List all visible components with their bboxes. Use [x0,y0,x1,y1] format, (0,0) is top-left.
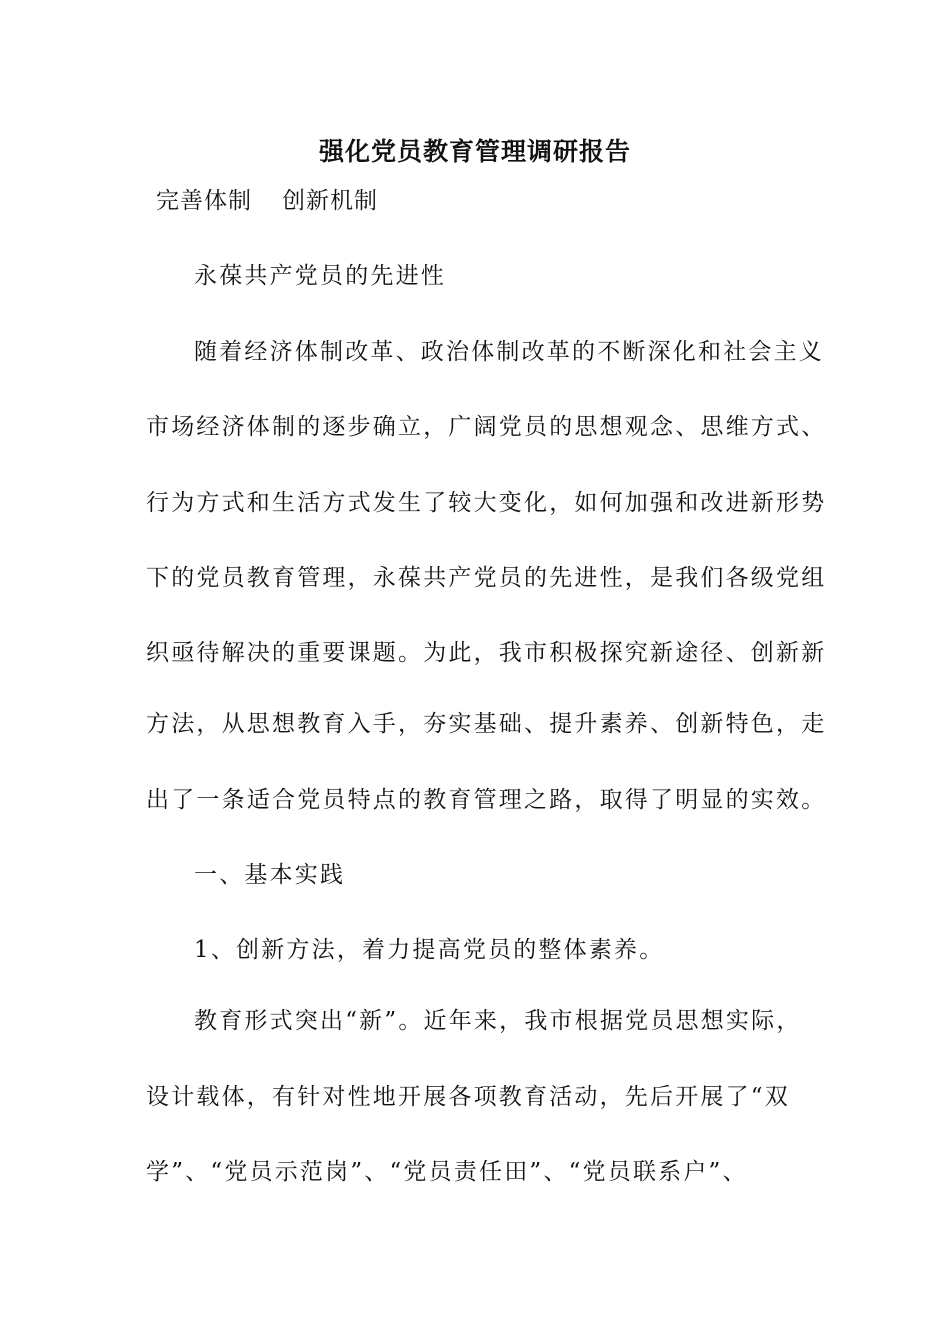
paragraph-line: 永葆共产党员的先进性 [194,263,446,289]
document-subtitle [156,183,816,219]
subtitle-part-2: 创新机制 [282,188,378,214]
paragraph-line: 市场经济体制的逐步确立，广阔党员的思想观念、思维方式、 [146,414,827,440]
document-title: 强化党员教育管理调研报告 [318,137,631,166]
subsection-heading: 1、创新方法，着力提高党员的整体素养。 [194,937,665,963]
paragraph-line: 教育形式突出“新”。近年来，我市根据党员思想实际， [194,1008,802,1034]
paragraph-line: 设计载体，有针对性地开展各项教育活动，先后开展了“双 [146,1084,790,1110]
paragraph-line: 出了一条适合党员特点的教育管理之路，取得了明显的实效。 [146,787,827,813]
paragraph-line: 行为方式和生活方式发生了较大变化，如何加强和改进新形势 [146,490,827,516]
paragraph-line: 方法，从思想教育入手，夯实基础、提升素养、创新特色，走 [146,711,827,737]
paragraph-line: 随着经济体制改革、政治体制改革的不断深化和社会主义 [194,339,824,365]
section-heading: 一、基本实践 [194,862,346,888]
paragraph-line: 下的党员教育管理，永葆共产党员的先进性，是我们各级党组 [146,565,827,591]
subtitle-part-1: 完善体制 [156,188,252,214]
paragraph-line: 学”、“党员示范岗”、“党员责任田”、“党员联系户”、 [146,1159,748,1185]
paragraph-line: 织亟待解决的重要课题。为此，我市积极探究新途径、创新新 [146,640,827,666]
